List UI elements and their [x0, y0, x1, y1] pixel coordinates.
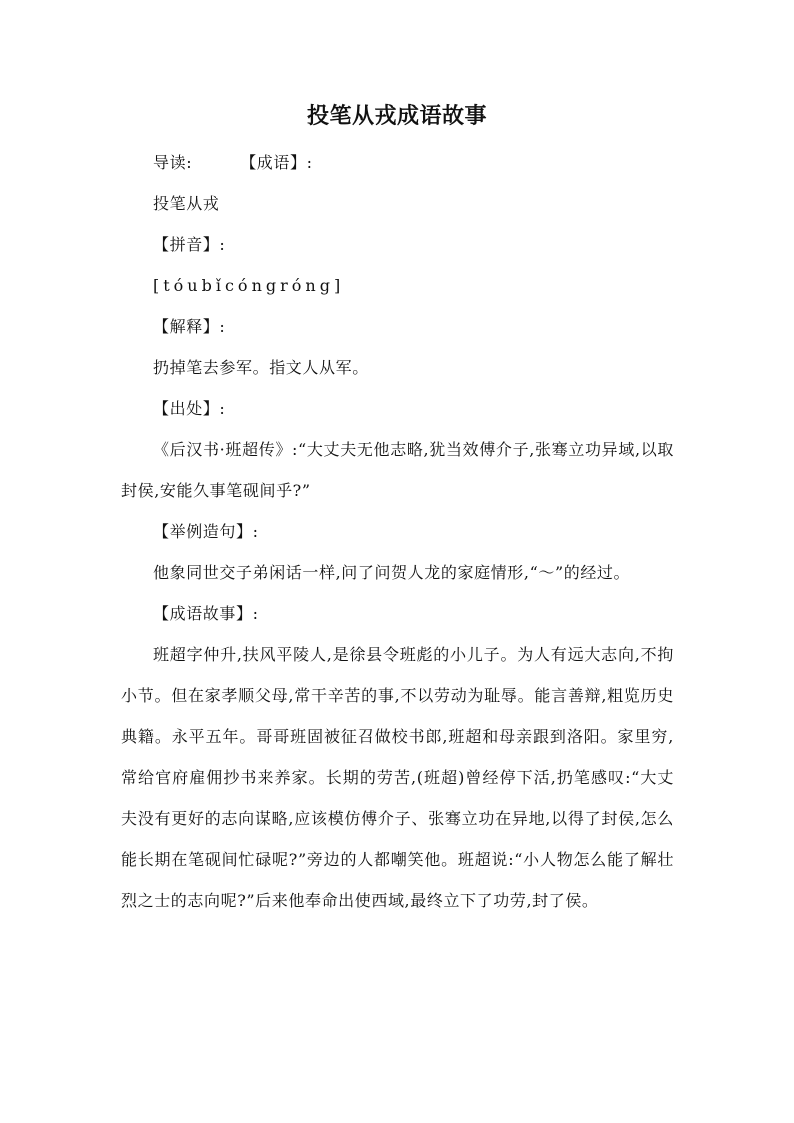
source-text: 《后汉书·班超传》:“大丈夫无他志略,犹当效傅介子,张骞立功异域,以取封侯,安能久事笔砚间乎?”: [121, 440, 674, 500]
story-text: 班超字仲升,扶风平陵人,是徐县令班彪的小儿子。为人有远大志向,不拘小节。但在家孝顺父母,常干辛苦的事,不以劳动为耻辱。能言善辩,粗览历史典籍。永平五年。哥哥班固被征召做校书郎,班超和母亲跟到洛阳。家里穷,常给官府雇佣抄书来养家。长期的劳苦,(班超)曾经停下活,扔笔感叹:“大丈夫没有更好的志向谋略,应该模仿傅介子、张骞立功在异地,以得了封侯,怎么能长期在笔砚间忙碌呢?”旁边的人都嘲笑他。班超说:“小人物怎么能了解壮烈之士的志向呢?”后来他奉命出使西域,最终立下了功劳,封了侯。: [121, 645, 674, 910]
pinyin-heading: 【拼音】:: [153, 235, 226, 254]
lead-label: 导读:: [153, 153, 193, 172]
pinyin-text: [tóubǐcóngróng]: [153, 276, 345, 295]
story-heading: 【成语故事】:: [153, 604, 259, 623]
lead-line: [121, 142, 674, 183]
example-heading: 【举例造句】:: [153, 522, 259, 541]
source-heading: 【出处】:: [153, 399, 226, 418]
explanation-heading: 【解释】:: [153, 317, 226, 336]
idiom-text: 投笔从戎: [153, 194, 220, 213]
document-title: 投笔从戎成语故事: [306, 103, 487, 129]
idiom-heading: 【成语】:: [240, 153, 313, 172]
explanation-text: 扔掉笔去参军。指文人从军。: [153, 358, 369, 377]
document-body: [121, 142, 674, 921]
example-text: 他象同世交子弟闲话一样,问了问贺人龙的家庭情形,“～”的经过。: [153, 563, 631, 582]
